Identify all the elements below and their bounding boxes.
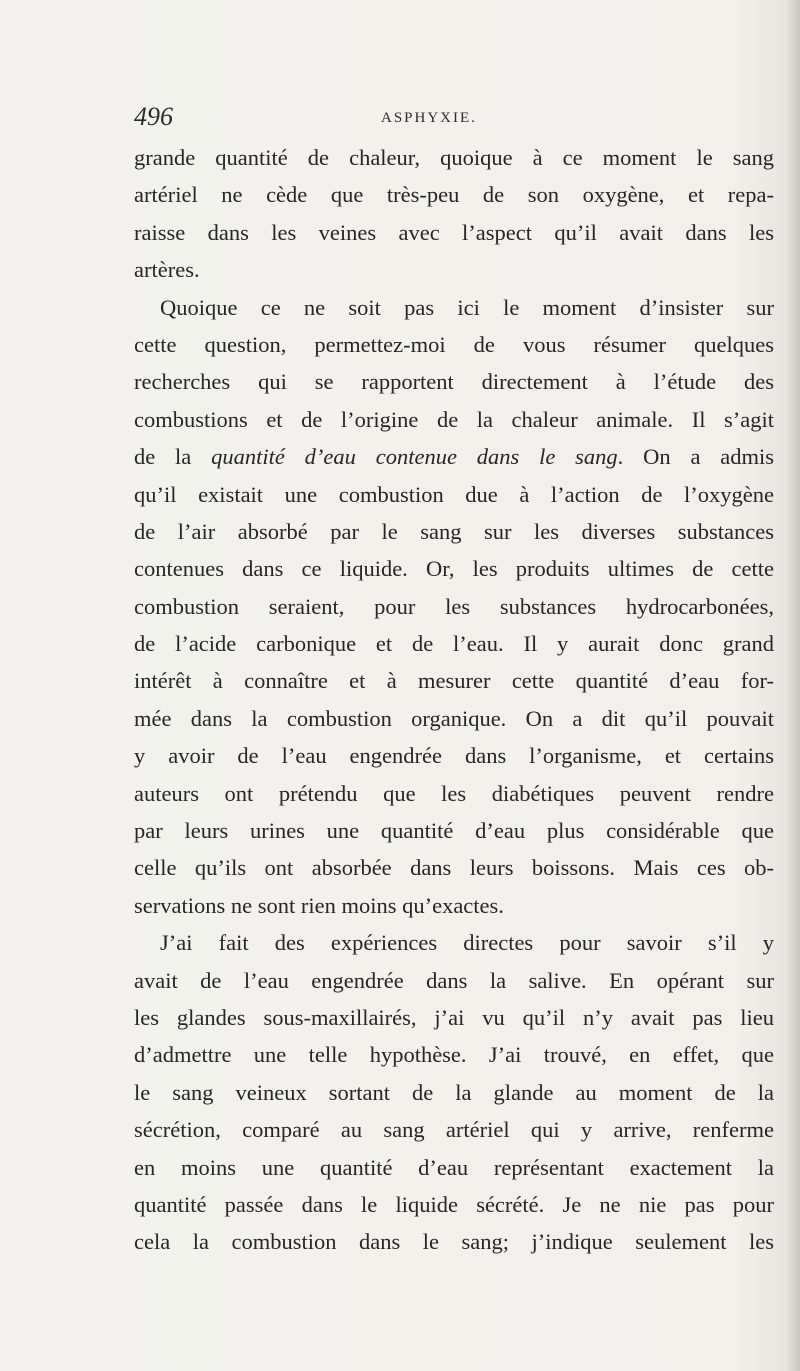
text-line: mée dans la combustion organique. On a dit qu’il pouvait: [134, 705, 774, 731]
text-line: Quoique ce ne soit pas ici le moment d’insister sur: [160, 294, 774, 320]
italic-phrase: quantité d’eau contenue dans le sang: [211, 444, 618, 470]
page-header: [134, 102, 774, 132]
text-line: raisse dans les veines avec l’aspect qu’il avait dans les: [134, 219, 774, 245]
text-line: y avoir de l’eau engendrée dans l’organisme, et certains: [134, 743, 774, 769]
text-line: servations ne sont rien moins qu’exactes.: [134, 892, 504, 918]
text-line: celle qu’ils ont absorbée dans leurs boissons. Mais ces ob-: [134, 855, 774, 881]
text-line: les glandes sous-maxillairés, j’ai vu qu’il n’y avait pas lieu: [134, 1004, 774, 1030]
text-line: en moins une quantité d’eau représentant exactement la: [134, 1154, 774, 1180]
text-line: avait de l’eau engendrée dans la salive. En opérant sur: [134, 967, 774, 993]
text-line: de l’air absorbé par le sang sur les diverses substances: [134, 518, 774, 544]
text-line: grande quantité de chaleur, quoique à ce moment le sang: [134, 145, 774, 170]
text-line: contenues dans ce liquide. Or, les produits ultimes de cette: [134, 556, 774, 582]
text-segment: de la: [134, 444, 212, 470]
text-line: artères.: [134, 257, 200, 283]
page-edge-shadow: [786, 0, 800, 1371]
text-line: par leurs urines une quantité d’eau plus considérable que: [134, 818, 774, 844]
text-line: sécrétion, comparé au sang artériel qui y arrive, renferme: [134, 1117, 774, 1143]
text-line-with-italic: [134, 438, 774, 475]
text-line: intérêt à connaître et à mesurer cette quantité d’eau for-: [134, 668, 774, 694]
body-text: [134, 139, 774, 1261]
text-line: auteurs ont prétendu que les diabétiques peuvent rendre: [134, 780, 774, 806]
text-line: combustions et de l’origine de la chaleur animale. Il s’agit: [134, 406, 774, 432]
text-line: cette question, permettez-moi de vous résumer quelques: [134, 331, 774, 357]
text-line: cela la combustion dans le sang; j’indique seulement les: [134, 1229, 774, 1255]
text-line: recherches qui se rapportent directement à l’étude des: [134, 369, 774, 395]
text-line: quantité passée dans le liquide sécrété. Je ne nie pas pour: [134, 1191, 774, 1217]
text-line: J’ai fait des expériences directes pour savoir s’il y: [160, 930, 774, 956]
text-line: d’admettre une telle hypothèse. J’ai trouvé, en effet, que: [134, 1042, 774, 1068]
text-line: artériel ne cède que très-peu de son oxygène, et repa-: [134, 182, 774, 208]
page-number: 496: [134, 102, 173, 131]
running-head: ASPHYXIE.: [381, 110, 477, 126]
text-segment: . On a admis: [617, 444, 774, 470]
text-line: le sang veineux sortant de la glande au moment de la: [134, 1079, 774, 1105]
text-line: qu’il existait une combustion due à l’action de l’oxygène: [134, 481, 774, 507]
text-line: combustion seraient, pour les substances hydrocarbonées,: [134, 593, 774, 619]
text-line: de l’acide carbonique et de l’eau. Il y aurait donc grand: [134, 631, 774, 657]
